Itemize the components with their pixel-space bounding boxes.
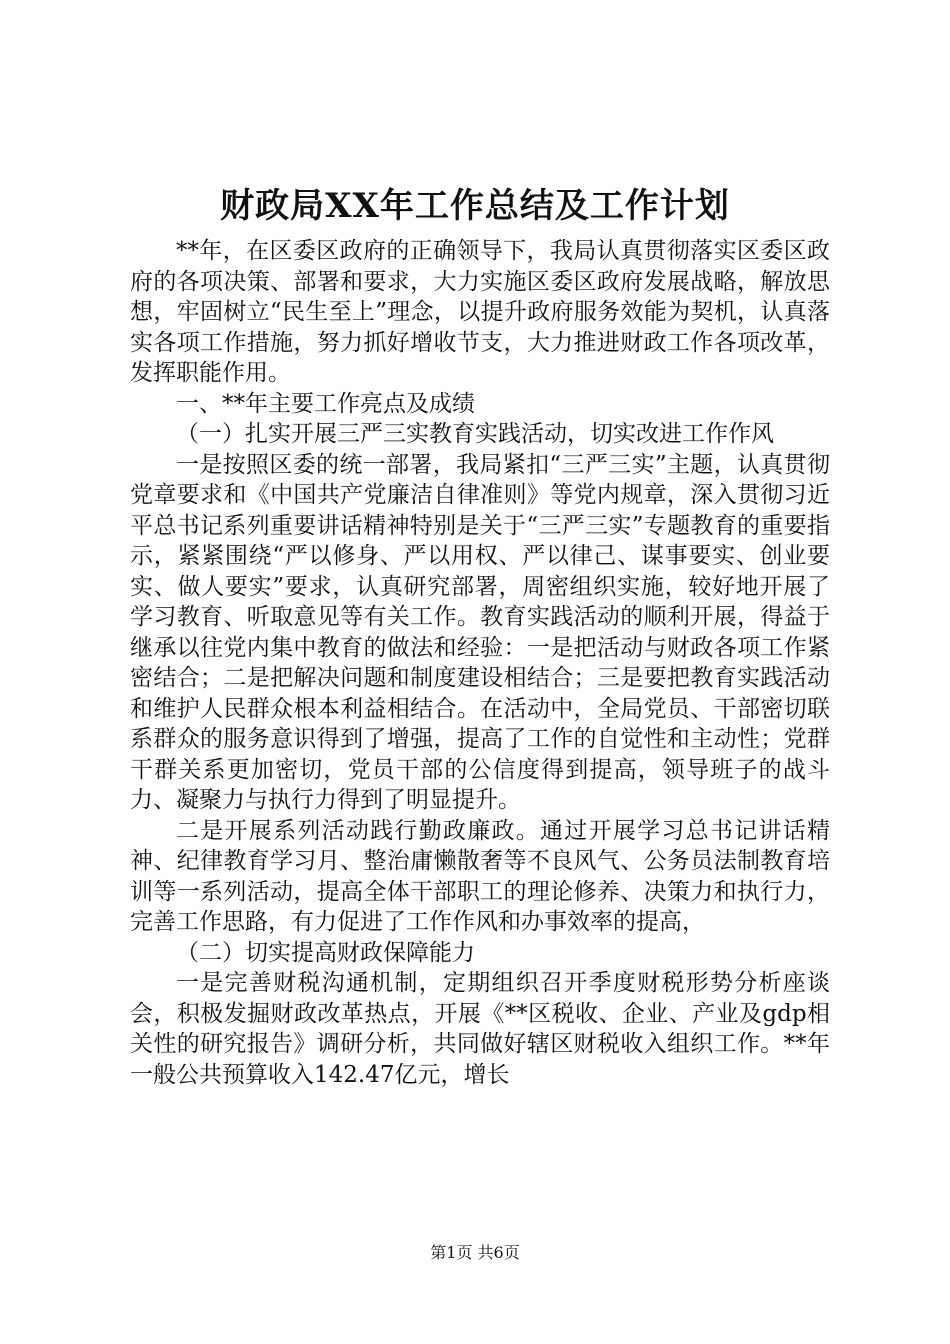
section-heading: 一、**年主要工作亮点及成绩 xyxy=(176,390,475,417)
subsection-heading: （一）扎实开展三严三实教育实践活动，切实改进工作作风 xyxy=(176,421,774,447)
body-paragraph: 二是开展系列活动践行勤政廉政。通过开展学习总书记讲话精神、纪律教育学习月、整治庸懒散奢等不良风气、公务员法制教育培训等一系列活动，提高全体干部职工的理论修养、决策力和执行力，完善工作思路，有力促进了工作作风和办事效率的提高， xyxy=(130,817,830,935)
intro-paragraph: **年，在区委区政府的正确领导下，我局认真贯彻落实区委区政府的各项决策、部署和要求，大力实施区委区政府发展战略，解放思想，牢固树立“民生至上”理念，以提升政府服务效能为契机，认真落实各项工作措施，努力抓好增收节支，大力推进财政工作各项改革，发挥职能作用。 xyxy=(130,238,830,386)
body-paragraph: 一是完善财税沟通机制，定期组织召开季度财税形势分析座谈会，积极发掘财政改革热点，开展《**区税收、企业、产业及gdp相关性的研究报告》调研分析，共同做好辖区财税收入组织工作。**年一般公共预算收入142.47亿元，增长 xyxy=(130,970,830,1088)
body-paragraph: 一是按照区委的统一部署，我局紧扣“三严三实”主题，认真贯彻党章要求和《中国共产党廉洁自律准则》等党内规章，深入贯彻习近平总书记系列重要讲话精神特别是关于“三严三实”专题教育的重要指示，紧紧围绕“严以修身、严以用权、严以律己、谋事要实、创业要实、做人要实”要求，认真研究部署，周密组织实施，较好地开展了学习教育、听取意见等有关工作。教育实践活动的顺利开展，得益于继承以往党内集中教育的做法和经验：一是把活动与财政各项工作紧密结合；二是把解决问题和制度建设相结合；三是要把教育实践活动和维护人民群众根本利益相结合。在活动中，全局党员、干部密切联系群众的服务意识得到了增强，提高了工作的自觉性和主动性；党群干群关系更加密切，党员干部的公信度得到提高，领导班子的战斗力、凝聚力与执行力得到了明显提升。 xyxy=(130,451,830,813)
subsection-heading: （二）切实提高财政保障能力 xyxy=(176,939,475,966)
page-number: 第1页 共6页 xyxy=(430,1243,520,1262)
document-body xyxy=(130,236,830,1090)
document-title: 财政局XX年工作总结及工作计划 xyxy=(220,186,730,226)
